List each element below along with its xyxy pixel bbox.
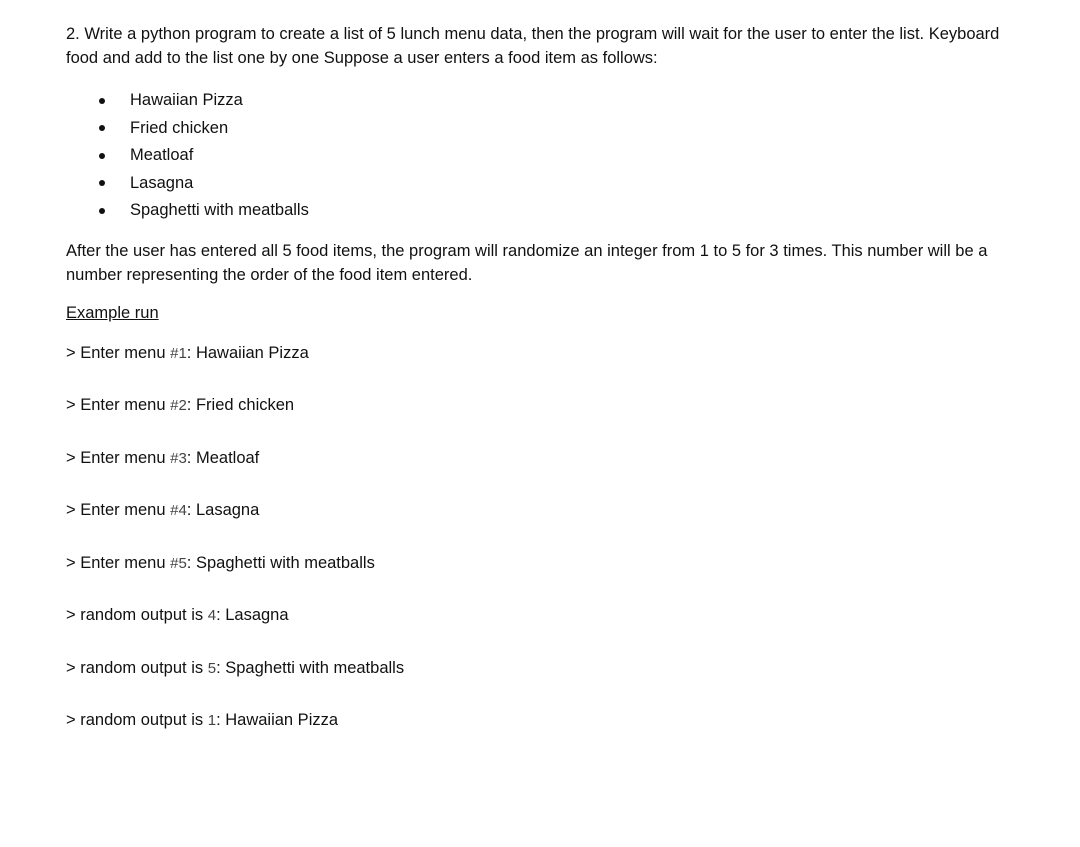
run-line-number: 5 bbox=[207, 659, 217, 677]
food-item-label: Lasagna bbox=[130, 173, 194, 192]
run-line-suffix: : Hawaiian Pizza bbox=[216, 711, 339, 729]
run-line-prefix: > Enter menu bbox=[66, 501, 171, 519]
list-item bbox=[66, 115, 1026, 143]
run-line-number: #4 bbox=[170, 502, 187, 519]
run-line-number: #3 bbox=[170, 449, 187, 467]
bullet-icon bbox=[99, 180, 105, 186]
run-line-suffix: : Hawaiian Pizza bbox=[186, 343, 309, 362]
run-line-suffix: : Lasagna bbox=[216, 606, 289, 624]
bullet-icon bbox=[99, 153, 105, 159]
food-item-list bbox=[66, 87, 1026, 225]
run-line bbox=[66, 341, 1026, 365]
example-run-heading: Example run bbox=[66, 303, 159, 322]
run-line-number: 4 bbox=[207, 607, 217, 624]
document-page bbox=[66, 22, 1026, 761]
run-line-prefix: > Enter menu bbox=[66, 553, 171, 572]
bullet-icon bbox=[99, 208, 105, 214]
run-line-prefix: > Enter menu bbox=[66, 448, 171, 467]
run-line-suffix: : Spaghetti with meatballs bbox=[186, 553, 375, 572]
list-item bbox=[66, 142, 1026, 170]
bullet-icon bbox=[99, 125, 105, 131]
run-line-prefix: > random output is bbox=[66, 711, 208, 729]
run-line bbox=[66, 393, 1026, 417]
run-line-number: #2 bbox=[170, 397, 187, 414]
run-line-number: #5 bbox=[170, 554, 187, 572]
after-list-paragraph: After the user has entered all 5 food items, the program will randomize an integer from 1 to 5 for 3 times. This number will be a number representing the order of the food item entered. bbox=[66, 241, 988, 284]
run-line bbox=[66, 603, 1026, 627]
food-item-label: Meatloaf bbox=[130, 146, 194, 164]
run-line-number: 1 bbox=[207, 712, 217, 729]
run-line bbox=[66, 656, 1026, 680]
food-item-label: Fried chicken bbox=[130, 118, 229, 137]
run-line-prefix: > Enter menu bbox=[66, 343, 171, 362]
run-line bbox=[66, 551, 1026, 575]
food-item-label: Spaghetti with meatballs bbox=[130, 201, 309, 219]
run-line-suffix: : Lasagna bbox=[186, 501, 260, 519]
list-item bbox=[66, 87, 1026, 115]
run-line bbox=[66, 708, 1026, 732]
run-line bbox=[66, 498, 1026, 522]
bullet-icon bbox=[99, 98, 105, 104]
run-line-prefix: > Enter menu bbox=[66, 396, 171, 414]
run-line-prefix: > random output is bbox=[66, 658, 208, 677]
list-item bbox=[66, 197, 1026, 225]
list-item bbox=[66, 170, 1026, 198]
run-line-suffix: : Fried chicken bbox=[186, 396, 295, 414]
run-line bbox=[66, 446, 1026, 470]
example-run-output bbox=[66, 341, 1026, 733]
run-line-suffix: : Spaghetti with meatballs bbox=[216, 658, 405, 677]
run-line-number: #1 bbox=[170, 344, 187, 362]
run-line-suffix: : Meatloaf bbox=[186, 448, 260, 467]
question-intro: 2. Write a python program to create a list of 5 lunch menu data, then the program will wait for the user to enter the list. Keyboard food and add to the list one by one Suppose a user enters a food item as follows: bbox=[66, 25, 1000, 67]
food-item-label: Hawaiian Pizza bbox=[130, 91, 243, 109]
run-line-prefix: > random output is bbox=[66, 606, 208, 624]
